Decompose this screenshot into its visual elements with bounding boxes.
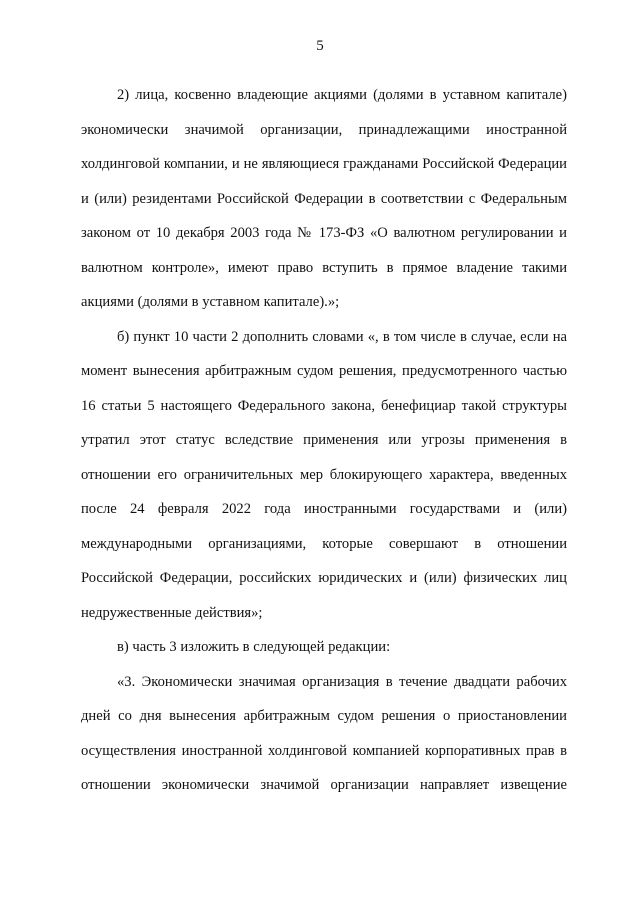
paragraph-2-persons-indirectly-owning-shares: 2) лица, косвенно владеющие акциями (долями в уставном капитале) экономически значимой организации, принадлежащими иностранной холдинговой компании, и не являющиеся гражданами Российской Федерации и (или) резидентами Российской Федерации в соответствии с Федеральным законом от 10 декабря 2003 года № 173-ФЗ «О валютном регулировании и валютном контроле», имеют право вступить в прямое владение такими акциями (долями в уставном капитале).»; bbox=[81, 87, 567, 310]
paragraph-b-item-10-amendment: б) пункт 10 части 2 дополнить словами «, в том числе в случае, если на момент вынесения арбитражным судом решения, предусмотренного частью 16 статьи 5 настоящего Федерального закона, бенефициар такой структуры утратил этот статус вследствие применения или угрозы применения в отношении его ограничительных мер блокирующего характера, введенных после 24 февраля 2022 года иностранными государствами и (или) международными организациями, которые совершают в отношении Российской Федерации, российских юридических и (или) физических лиц недружественные действия»; bbox=[81, 328, 567, 621]
paragraph-part-3-text: «3. Экономически значимая организация в течение двадцати рабочих дней со дня вынесения арбитражным судом решения о приостановлении осуществления иностранной холдинговой компанией корпоративных прав в отношении экономически значимой организации направляет извещение bbox=[81, 673, 567, 793]
page-number: 5 bbox=[316, 38, 324, 54]
document-body bbox=[81, 78, 567, 803]
paragraph-v-part-3-new-wording: в) часть 3 изложить в следующей редакции: bbox=[117, 639, 391, 655]
